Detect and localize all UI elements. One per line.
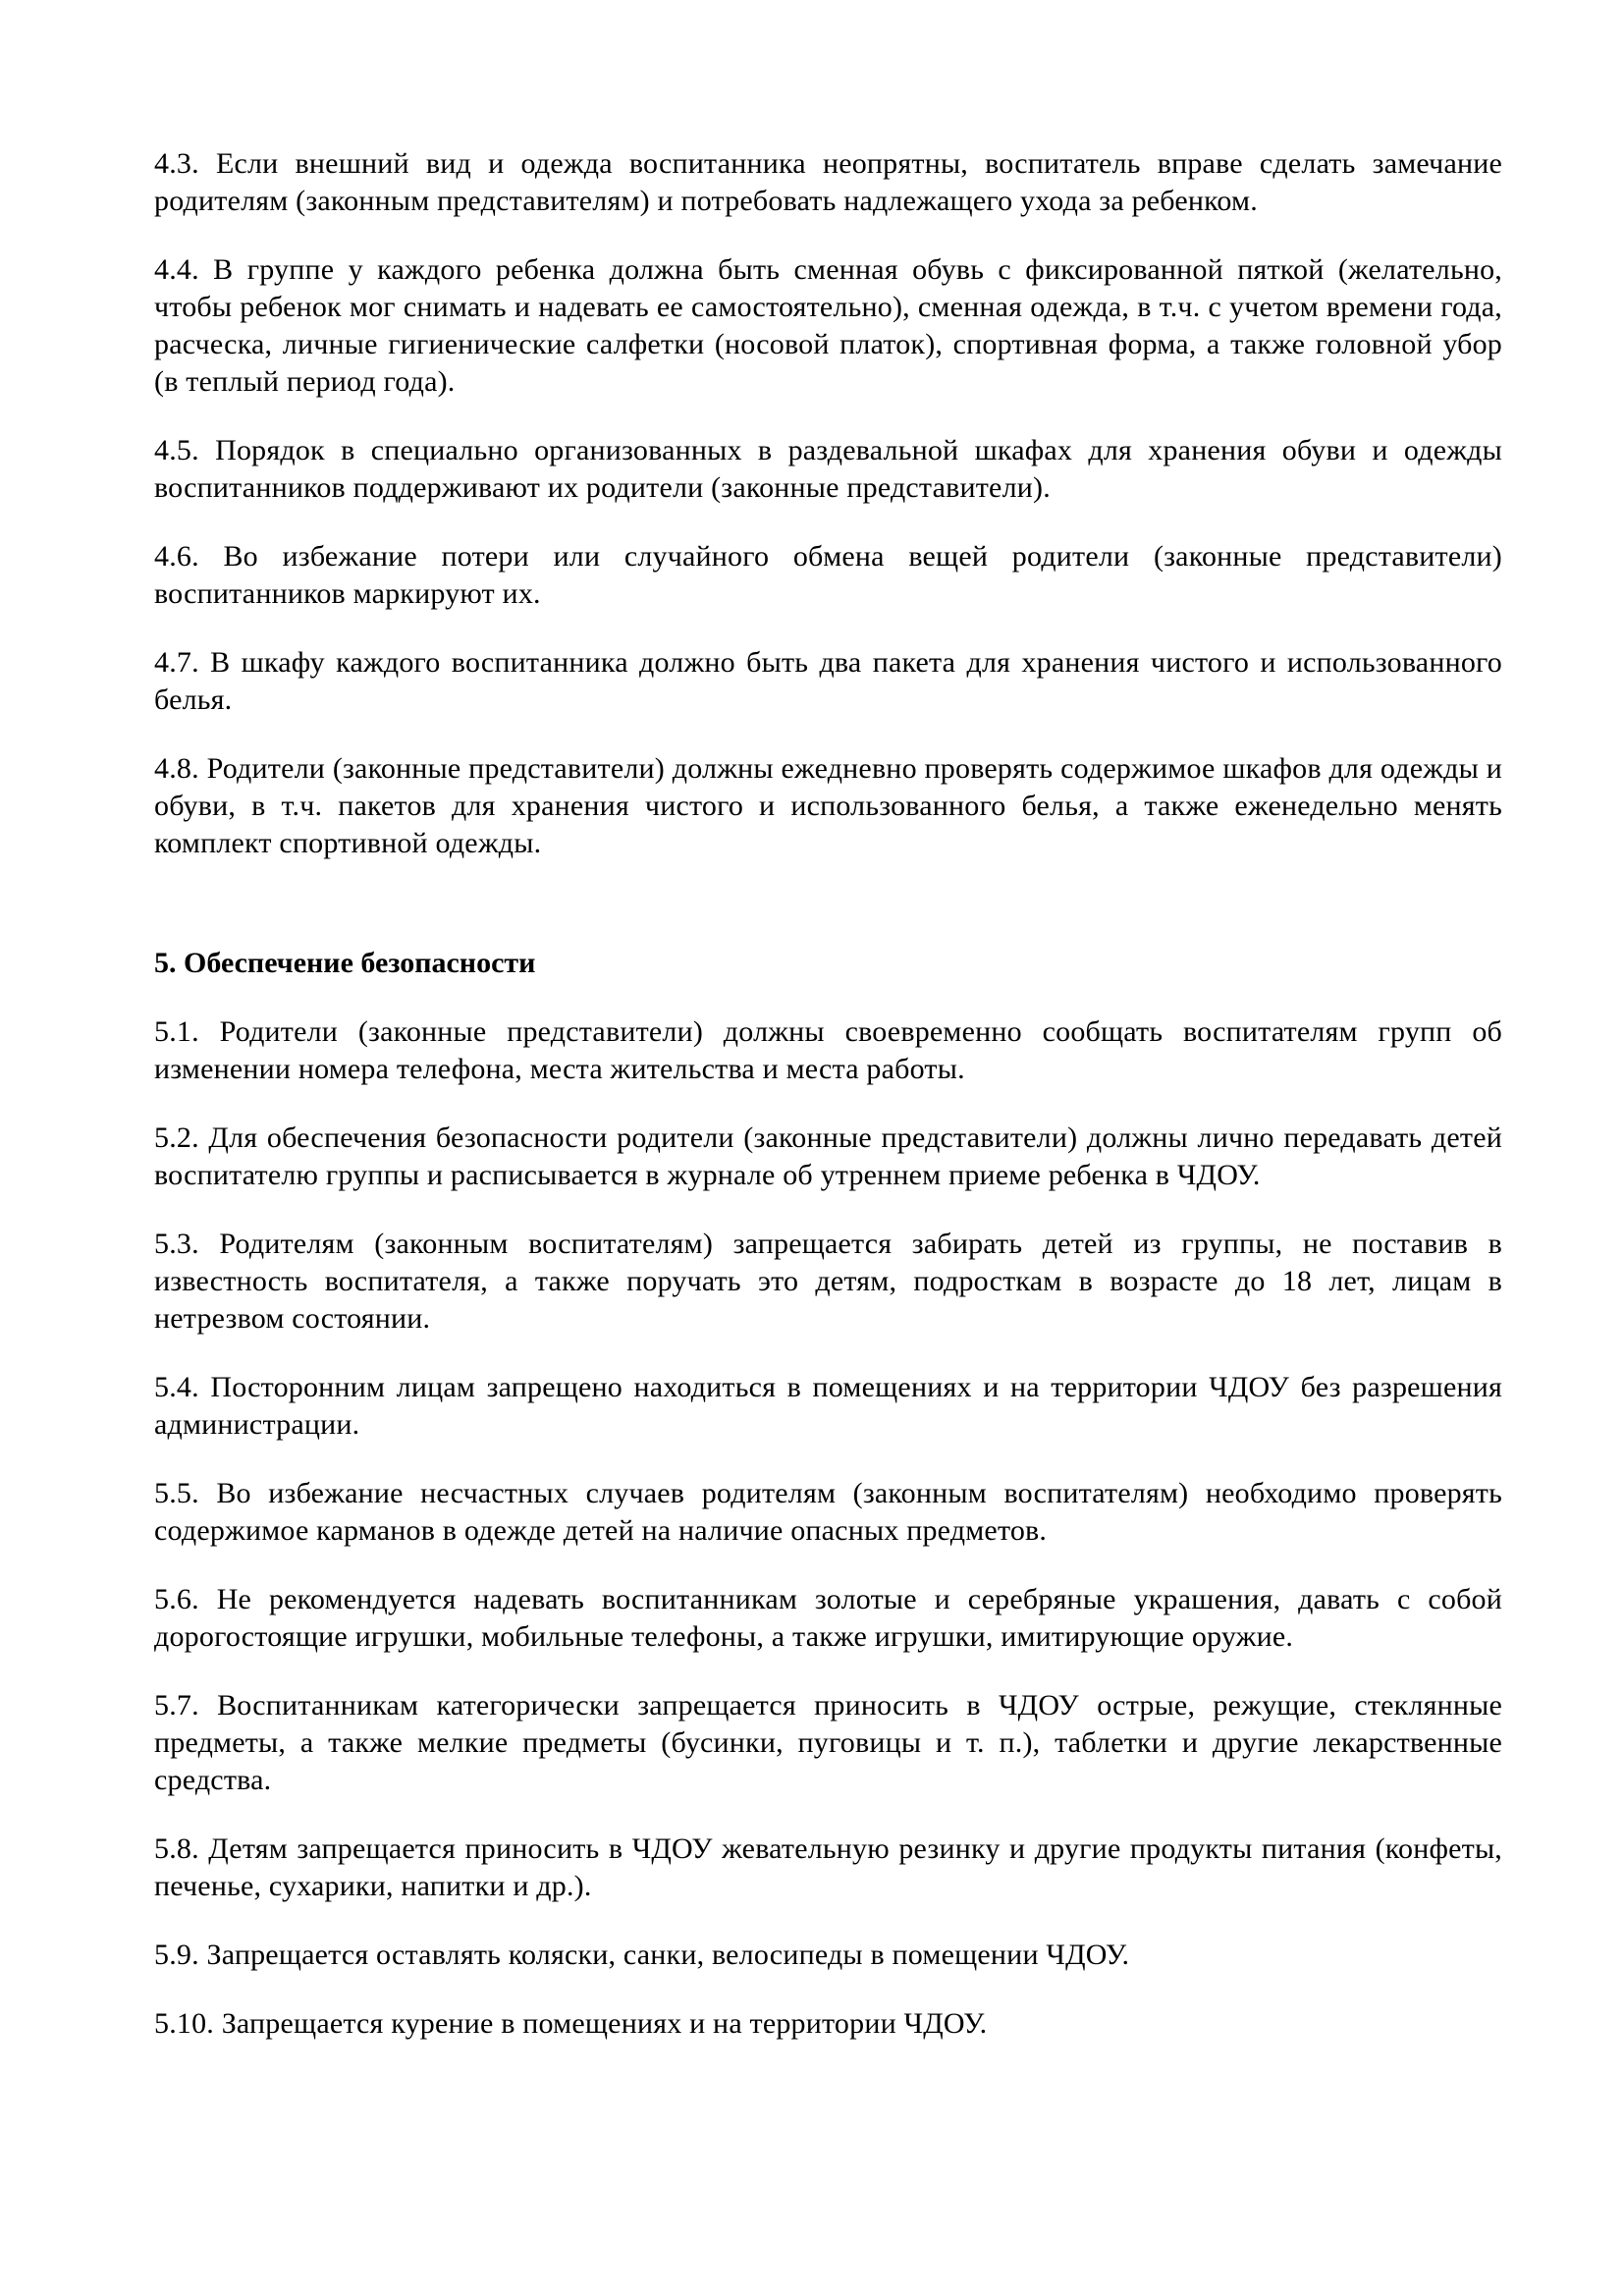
paragraph-5-3: 5.3. Родителям (законным воспитателям) запрещается забирать детей из группы, не поставив в известность воспитателя, а также поручать это детям, подросткам в возрасте до 18 лет, лицам в нетрезвом состоянии. bbox=[154, 1228, 1502, 1335]
paragraph-4-7: 4.7. В шкафу каждого воспитанника должно быть два пакета для хранения чистого и использованного белья. bbox=[154, 646, 1502, 716]
paragraph-5-5: 5.5. Во избежание несчастных случаев родителям (законным воспитателям) необходимо проверять содержимое карманов в одежде детей на наличие опасных предметов. bbox=[154, 1477, 1502, 1547]
paragraph-4-6: 4.6. Во избежание потери или случайного обмена вещей родители (законные представители) воспитанников маркируют их. bbox=[154, 540, 1502, 610]
paragraph-5-1: 5.1. Родители (законные представители) должны своевременно сообщать воспитателям групп об изменении номера телефона, места жительства и места работы. bbox=[154, 1015, 1502, 1085]
paragraph-5-2: 5.2. Для обеспечения безопасности родители (законные представители) должны лично передавать детей воспитателю группы и расписывается в журнале об утреннем приеме ребенка в ЧДОУ. bbox=[154, 1121, 1502, 1191]
paragraph-5-4: 5.4. Посторонним лицам запрещено находиться в помещениях и на территории ЧДОУ без разрешения администрации. bbox=[154, 1371, 1502, 1441]
paragraph-4-3: 4.3. Если внешний вид и одежда воспитанника неопрятны, воспитатель вправе сделать замечание родителям (законным представителям) и потребовать надлежащего ухода за ребенком. bbox=[154, 147, 1502, 217]
paragraph-5-8: 5.8. Детям запрещается приносить в ЧДОУ жевательную резинку и другие продукты питания (конфеты, печенье, сухарики, напитки и др.). bbox=[154, 1832, 1502, 1902]
paragraph-4-4: 4.4. В группе у каждого ребенка должна быть сменная обувь с фиксированной пяткой (желательно, чтобы ребенок мог снимать и надевать ее самостоятельно), сменная одежда, в т.ч. с учетом времени года, расческа, личные гигиенические салфетки (носовой платок), спортивная форма, а также головной убор (в теплый период года). bbox=[154, 253, 1502, 398]
paragraph-5-9: 5.9. Запрещается оставлять коляски, санки, велосипеды в помещении ЧДОУ. bbox=[154, 1939, 1130, 1971]
paragraph-5-7: 5.7. Воспитанникам категорически запрещается приносить в ЧДОУ острые, режущие, стеклянные предметы, а также мелкие предметы (бусинки, пуговицы и т. п.), таблетки и другие лекарственные средства. bbox=[154, 1689, 1502, 1796]
paragraph-5-10: 5.10. Запрещается курение в помещениях и на территории ЧДОУ. bbox=[154, 2007, 988, 2040]
paragraph-5-6: 5.6. Не рекомендуется надевать воспитанникам золотые и серебряные украшения, давать с собой дорогостоящие игрушки, мобильные телефоны, а также игрушки, имитирующие оружие. bbox=[154, 1583, 1502, 1653]
paragraph-4-5: 4.5. Порядок в специально организованных в раздевальной шкафах для хранения обуви и одежды воспитанников поддерживают их родители (законные представители). bbox=[154, 434, 1502, 504]
section-5-heading: 5. Обеспечение безопасности bbox=[154, 947, 536, 979]
paragraph-4-8: 4.8. Родители (законные представители) должны ежедневно проверять содержимое шкафов для одежды и обуви, в т.ч. пакетов для хранения чистого и использованного белья, а также еженедельно менять комплект спортивной одежды. bbox=[154, 752, 1502, 859]
